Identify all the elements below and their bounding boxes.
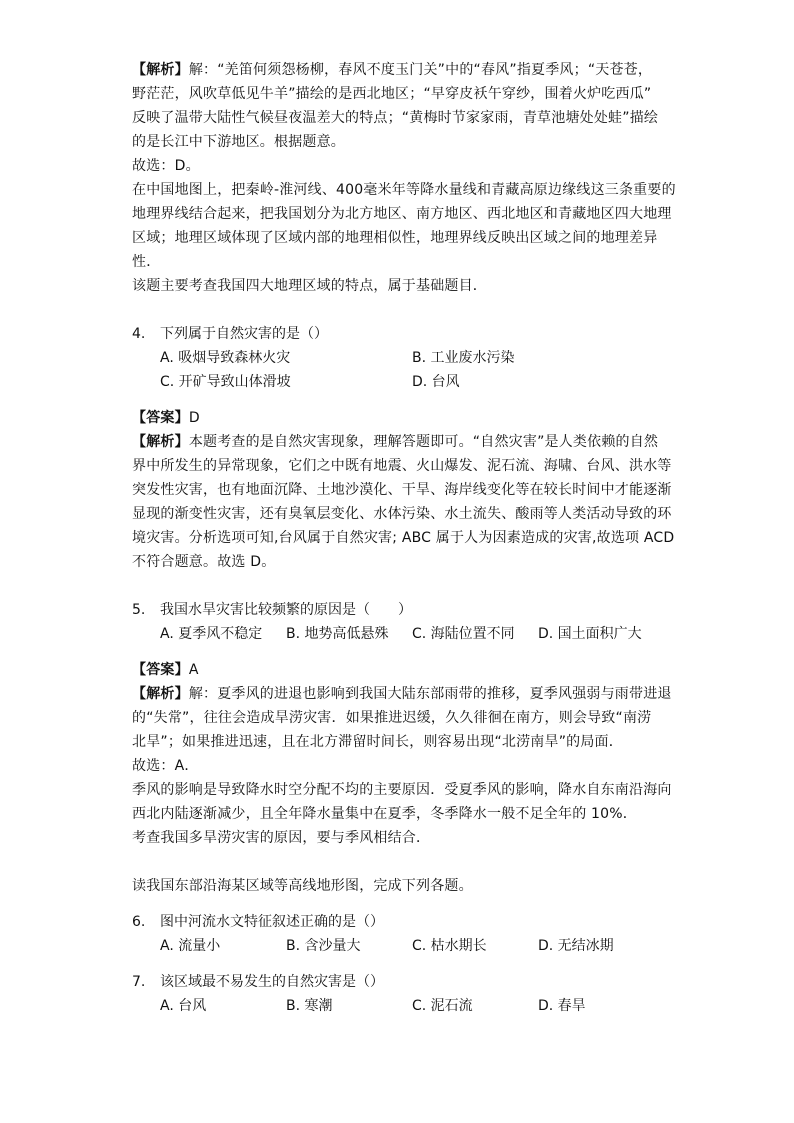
analysis-label: 【解析】 — [132, 62, 189, 78]
answer-label: 【答案】 — [132, 410, 189, 426]
question-4 — [132, 322, 677, 346]
question-number: 7. — [132, 974, 146, 990]
analysis-label: 【解析】 — [132, 434, 189, 450]
q3-analysis-line-1: 【解析】解：“羌笛何须怨杨柳，春风不度玉门关”中的“春风”指夏季风；“天苍苍， — [132, 62, 653, 78]
q7-option-a: A. 台风 — [160, 998, 207, 1014]
q4-option-d: D. 台风 — [412, 374, 460, 390]
q4-analysis-line-1: 【解析】本题考查的是自然灾害现象，理解答题即可。“自然灾害”是人类依赖的自然 — [132, 434, 659, 450]
question-number: 5. — [132, 602, 146, 618]
q3-analysis-line: 反映了温带大陆性气候昼夜温差大的特点；“黄梅时节家家雨，青草池塘处处蛙”描绘 — [132, 110, 659, 126]
q3-analysis-line: 地理界线结合起来，把我国划分为北方地区、南方地区、西北地区和青藏地区四大地理 — [132, 206, 672, 222]
q6-option-a: A. 流量小 — [160, 938, 221, 954]
question-stem: 该区域最不易发生的自然灾害是（） — [160, 974, 384, 990]
q4-analysis-line: 显现的渐变性灾害，还有臭氧层变化、水体污染、水土流失、酸雨等人类活动导致的环 — [132, 506, 672, 522]
analysis-label: 【解析】 — [132, 686, 189, 702]
group-intro: 读我国东部沿海某区域等高线地形图，完成下列各题。 — [132, 878, 473, 894]
question-stem: 下列属于自然灾害的是（） — [160, 326, 328, 342]
q3-analysis-line: 该题主要考查我国四大地理区域的特点，属于基础题目． — [132, 278, 487, 294]
q3-answer-choice: 故选：D。 — [132, 158, 200, 174]
question-number: 6. — [132, 914, 146, 930]
answer-value: D — [188, 410, 200, 426]
question-7 — [132, 970, 677, 994]
q5-answer-choice: 故选：A． — [132, 758, 199, 774]
q3-analysis-line: 的是长江中下游地区。根据题意。 — [132, 134, 345, 150]
question-number: 4. — [132, 326, 146, 342]
q5-analysis-line: 考查我国多旱涝灾害的原因，要与季风相结合． — [132, 830, 431, 846]
answer-value: A — [188, 662, 199, 678]
q3-analysis-line: 性． — [132, 254, 161, 270]
q5-answer — [132, 658, 677, 682]
q5-analysis-line: 北旱”；如果推进迅速，且在北方滞留时间长，则容易出现“北涝南旱”的局面． — [132, 734, 623, 750]
question-stem: 我国水旱灾害比较频繁的原因是（ ） — [160, 602, 412, 618]
document-page — [132, 58, 677, 1018]
q4-options — [160, 346, 677, 394]
q5-option-b: B. 地势高低悬殊 — [286, 626, 389, 642]
q5-option-d: D. 国土面积广大 — [538, 626, 642, 642]
question-stem: 图中河流水文特征叙述正确的是（） — [160, 914, 384, 930]
q5-analysis-line: 季风的影响是导致降水时空分配不均的主要原因．受夏季风的影响，降水自东南沿海向 — [132, 782, 672, 798]
q4-answer — [132, 406, 677, 430]
q7-option-c: C. 泥石流 — [412, 998, 473, 1014]
q6-options — [160, 934, 677, 958]
q4-analysis-line: 不符合题意。故选 D。 — [132, 554, 276, 570]
question-6 — [132, 910, 677, 934]
q4-analysis-line: 突发性灾害，也有地面沉降、土地沙漠化、干旱、海岸线变化等在较长时间中才能逐渐 — [132, 482, 672, 498]
q3-analysis-line: 在中国地图上，把秦岭-淮河线、400毫米年等降水量线和青藏高原边缘线这三条重要的 — [132, 182, 676, 198]
q4-option-a: A. 吸烟导致森林火灾 — [160, 350, 291, 366]
q6-option-d: D. 无结冰期 — [538, 938, 614, 954]
q5-option-a: A. 夏季风不稳定 — [160, 626, 263, 642]
question-5 — [132, 598, 677, 622]
q4-analysis-line: 界中所发生的异常现象，它们之中既有地震、火山爆发、泥石流、海啸、台风、洪水等 — [132, 458, 672, 474]
q6-option-c: C. 枯水期长 — [412, 938, 487, 954]
q3-analysis-line: 野茫茫，风吹草低见牛羊”描绘的是西北地区；“早穿皮袄午穿纱，围着火炉吃西瓜” — [132, 86, 652, 102]
q6-option-b: B. 含沙量大 — [286, 938, 361, 954]
q4-option-b: B. 工业废水污染 — [412, 350, 515, 366]
answer-label: 【答案】 — [132, 662, 189, 678]
q5-option-c: C. 海陆位置不同 — [412, 626, 515, 642]
q5-analysis-line: 的“失常”，往往会造成旱涝灾害．如果推进迟缓，久久徘徊在南方，则会导致“南涝 — [132, 710, 652, 726]
q3-analysis-line: 区域；地理区域体现了区域内部的地理相似性，地理界线反映出区域之间的地理差异 — [132, 230, 658, 246]
q5-analysis-line-1: 【解析】解：夏季风的进退也影响到我国大陆东部雨带的推移，夏季风强弱与雨带进退 — [132, 686, 672, 702]
q7-option-b: B. 寒潮 — [286, 998, 333, 1014]
q4-analysis-line: 境灾害。分析选项可知,台风属于自然灾害; ABC 属于人为因素造成的灾害,故选项 ACD — [132, 530, 675, 546]
q5-options — [160, 622, 677, 646]
q7-options — [160, 994, 677, 1018]
q4-option-c: C. 开矿导致山体滑坡 — [160, 374, 291, 390]
q5-analysis-line: 西北内陆逐渐减少，且全年降水量集中在夏季，冬季降水一般不足全年的 10%． — [132, 806, 637, 822]
q7-option-d: D. 春旱 — [538, 998, 586, 1014]
